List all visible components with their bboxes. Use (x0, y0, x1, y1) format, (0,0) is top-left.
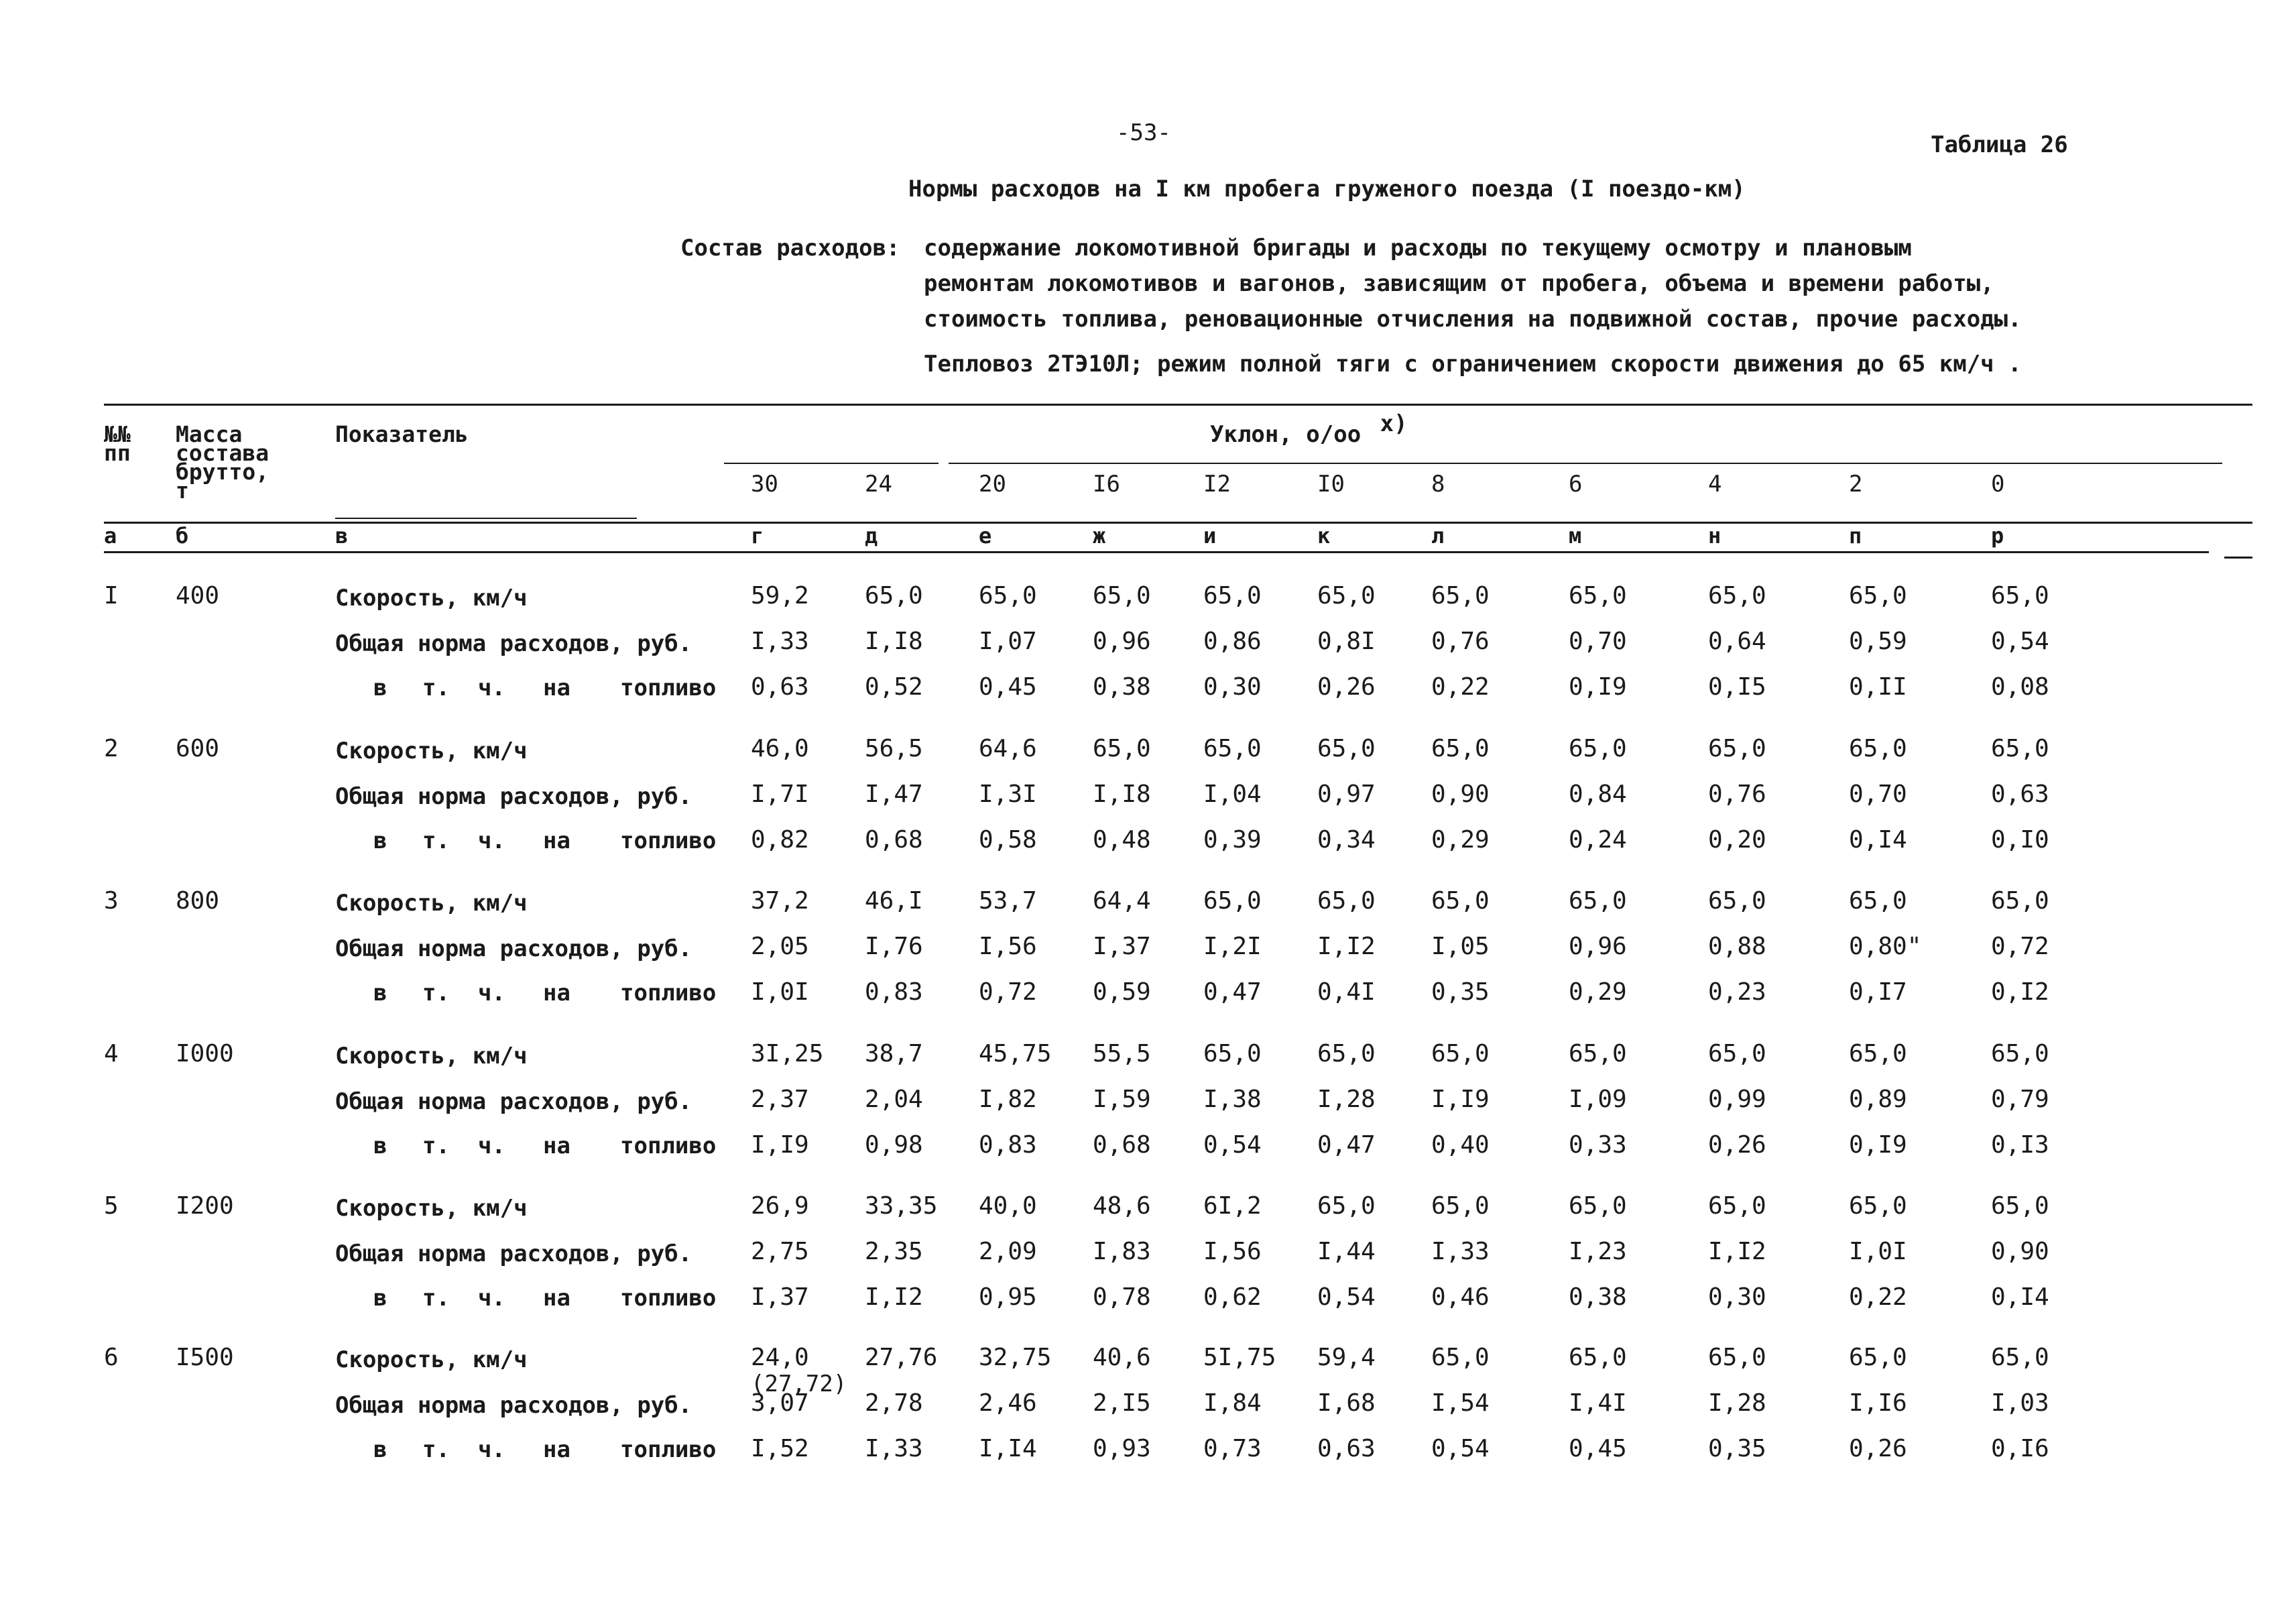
speed-value: 65,0 (1708, 735, 1766, 762)
total-value: I,33 (751, 628, 809, 655)
total-value: 0,96 (1569, 933, 1627, 960)
speed-value: 64,6 (979, 735, 1037, 762)
indicator-fuel-label: в (373, 980, 387, 1006)
speed-value: 46,I (865, 887, 923, 915)
page-number: -53- (1116, 119, 1171, 146)
speed-value: 65,0 (1569, 887, 1627, 915)
indicator-total-label: Общая норма расходов, руб. (335, 935, 692, 962)
indicator-total-label: Общая норма расходов, руб. (335, 1088, 692, 1115)
total-value: I,3I (979, 780, 1037, 808)
total-value: I,I2 (1708, 1238, 1766, 1265)
speed-value: 65,0 (1849, 1192, 1907, 1220)
speed-value: 65,0 (1991, 735, 2049, 762)
fuel-value: 0,I6 (1991, 1435, 2049, 1462)
total-value: I,04 (1203, 780, 1262, 808)
indicator-fuel-label: топливо (620, 675, 717, 701)
fuel-value: 0,35 (1431, 978, 1490, 1006)
fuel-value: 0,29 (1431, 826, 1490, 854)
speed-value: 65,0 (1431, 1344, 1490, 1371)
speed-value: 65,0 (1991, 1192, 2049, 1220)
indicator-fuel-label: ч. (478, 1285, 505, 1312)
speed-value: 26,9 (751, 1192, 809, 1220)
indicator-fuel-label: на (543, 1285, 570, 1312)
total-value: 0,76 (1431, 628, 1490, 655)
table-label: Таблица 26 (1931, 131, 2068, 158)
num-column-header: №№ пп (104, 421, 131, 466)
indicator-column-header: Показатель (335, 421, 469, 447)
indicator-fuel-label: на (543, 1436, 570, 1463)
total-value: 0,97 (1317, 780, 1376, 808)
total-value: 2,09 (979, 1238, 1037, 1265)
fuel-value: 0,30 (1203, 673, 1262, 701)
row-number: 5 (104, 1192, 119, 1220)
train-mass: 600 (176, 735, 220, 762)
fuel-value: 0,78 (1093, 1283, 1151, 1311)
speed-value: 65,0 (1991, 887, 2049, 915)
speed-value: 65,0 (1317, 1192, 1376, 1220)
indicator-fuel-label: ч. (478, 827, 505, 854)
column-letter: д (865, 523, 878, 548)
fuel-value: 0,98 (865, 1131, 923, 1159)
speed-value: 65,0 (1203, 887, 1262, 915)
total-value: I,82 (979, 1086, 1037, 1113)
total-value: I,56 (979, 933, 1037, 960)
column-letter: и (1203, 523, 1217, 548)
fuel-value: 0,58 (979, 826, 1037, 854)
slope-column-header: 20 (979, 471, 1006, 498)
column-letter: в (335, 523, 349, 548)
speed-value: 65,0 (1093, 582, 1151, 610)
fuel-value: 0,20 (1708, 826, 1766, 854)
fuel-value: 0,I4 (1849, 826, 1907, 854)
indicator-fuel-label: в (373, 1133, 387, 1159)
fuel-value: I,I4 (979, 1435, 1037, 1462)
fuel-value: 0,23 (1708, 978, 1766, 1006)
fuel-value: 0,26 (1849, 1435, 1907, 1462)
total-value: 0,79 (1991, 1086, 2049, 1113)
total-value: 0,80" (1849, 933, 1922, 960)
fuel-value: I,I2 (865, 1283, 923, 1311)
speed-value: 65,0 (1317, 582, 1376, 610)
indicator-fuel-label: ч. (478, 1436, 505, 1463)
indicator-fuel-label: т. (422, 1133, 450, 1159)
row-number: 4 (104, 1040, 119, 1067)
column-letter: е (979, 523, 992, 548)
total-value: 0,63 (1991, 780, 2049, 808)
indicator-fuel-label: на (543, 980, 570, 1006)
slope-column-header: 4 (1708, 471, 1722, 498)
indicator-fuel-label: ч. (478, 1133, 505, 1159)
indicator-fuel-label: топливо (620, 1285, 717, 1312)
fuel-value: 0,I0 (1991, 826, 2049, 854)
fuel-value: 0,22 (1849, 1283, 1907, 1311)
speed-value: 40,6 (1093, 1344, 1151, 1371)
indicator-speed-label: Скорость, км/ч (335, 585, 528, 612)
speed-value: 65,0 (1569, 1192, 1627, 1220)
slope-rule (724, 463, 939, 464)
speed-value: 65,0 (979, 582, 1037, 610)
speed-value: 65,0 (1708, 1040, 1766, 1067)
total-value: 0,88 (1708, 933, 1766, 960)
total-value: 0,90 (1431, 780, 1490, 808)
speed-value: 59,2 (751, 582, 809, 610)
total-value: 0,54 (1991, 628, 2049, 655)
total-value: 0,89 (1849, 1086, 1907, 1113)
speed-value: 65,0 (1203, 735, 1262, 762)
total-value: I,38 (1203, 1086, 1262, 1113)
fuel-value: 0,54 (1317, 1283, 1376, 1311)
fuel-value: 0,54 (1203, 1131, 1262, 1159)
speed-value: 27,76 (865, 1344, 938, 1371)
slope-column-header: I6 (1093, 471, 1120, 498)
fuel-value: 0,46 (1431, 1283, 1490, 1311)
slope-rule (949, 463, 2222, 464)
total-value: I,47 (865, 780, 923, 808)
speed-value: 6I,2 (1203, 1192, 1262, 1220)
total-value: I,37 (1093, 933, 1151, 960)
fuel-value: 0,93 (1093, 1435, 1151, 1462)
fuel-value: 0,22 (1431, 673, 1490, 701)
speed-value: 65,0 (1849, 1040, 1907, 1067)
indicator-fuel-label: т. (422, 827, 450, 854)
fuel-value: 0,47 (1203, 978, 1262, 1006)
indicator-fuel-label: в (373, 827, 387, 854)
indicator-fuel-label: т. (422, 1285, 450, 1312)
fuel-value: 0,39 (1203, 826, 1262, 854)
letters-rule (104, 551, 2209, 553)
indicator-fuel-label: т. (422, 675, 450, 701)
speed-note: (27,72) (751, 1371, 847, 1397)
slope-column-header: 0 (1991, 471, 2005, 498)
fuel-value: 0,4I (1317, 978, 1376, 1006)
fuel-value: 0,68 (1093, 1131, 1151, 1159)
fuel-value: 0,54 (1431, 1435, 1490, 1462)
speed-value: 55,5 (1093, 1040, 1151, 1067)
indicator-speed-label: Скорость, км/ч (335, 1043, 528, 1069)
fuel-value: 0,08 (1991, 673, 2049, 701)
slope-footnote-mark: х) (1380, 410, 1408, 437)
speed-value: 65,0 (1569, 1344, 1627, 1371)
indicator-fuel-label: на (543, 827, 570, 854)
fuel-value: 0,83 (979, 1131, 1037, 1159)
speed-value: 3I,25 (751, 1040, 824, 1067)
fuel-value: 0,72 (979, 978, 1037, 1006)
total-value: I,I9 (1431, 1086, 1490, 1113)
total-value: 2,78 (865, 1389, 923, 1417)
speed-value: 65,0 (1708, 582, 1766, 610)
row-number: 3 (104, 887, 119, 915)
costs-label: Состав расходов: (680, 235, 900, 262)
fuel-value: 0,47 (1317, 1131, 1376, 1159)
costs-line: стоимость топлива, реновационные отчисления на подвижной состав, прочие расходы. (924, 306, 2022, 333)
speed-value: 65,0 (1093, 735, 1151, 762)
speed-value: 65,0 (1317, 1040, 1376, 1067)
speed-value: 65,0 (1569, 1040, 1627, 1067)
fuel-value: 0,40 (1431, 1131, 1490, 1159)
speed-value: 65,0 (1991, 1344, 2049, 1371)
total-value: I,23 (1569, 1238, 1627, 1265)
total-value: 0,59 (1849, 628, 1907, 655)
total-value: 2,35 (865, 1238, 923, 1265)
indicator-fuel-label: на (543, 675, 570, 701)
fuel-value: I,0I (751, 978, 809, 1006)
mass-column-header: Масса состава брутто, т (176, 421, 269, 504)
fuel-value: 0,I3 (1991, 1131, 2049, 1159)
total-value: I,4I (1569, 1389, 1627, 1417)
fuel-value: 0,I7 (1849, 978, 1907, 1006)
speed-value: 46,0 (751, 735, 809, 762)
total-value: I,I6 (1849, 1389, 1907, 1417)
total-value: I,68 (1317, 1389, 1376, 1417)
total-value: 2,04 (865, 1086, 923, 1113)
total-value: I,33 (1431, 1238, 1490, 1265)
train-mass: 800 (176, 887, 220, 915)
fuel-value: 0,35 (1708, 1435, 1766, 1462)
fuel-value: 0,24 (1569, 826, 1627, 854)
total-value: I,56 (1203, 1238, 1262, 1265)
fuel-value: 0,59 (1093, 978, 1151, 1006)
total-value: 0,76 (1708, 780, 1766, 808)
column-letter: г (751, 523, 764, 548)
fuel-value: 0,38 (1569, 1283, 1627, 1311)
train-mass: I200 (176, 1192, 234, 1220)
speed-value: 65,0 (1849, 887, 1907, 915)
row-number: 6 (104, 1344, 119, 1371)
column-letter: р (1991, 523, 2004, 548)
slope-column-header: I2 (1203, 471, 1231, 498)
slope-column-header: 30 (751, 471, 778, 498)
total-value: I,76 (865, 933, 923, 960)
speed-value: 65,0 (1708, 887, 1766, 915)
speed-value: 40,0 (979, 1192, 1037, 1220)
row-number: 2 (104, 735, 119, 762)
total-value: 0,8I (1317, 628, 1376, 655)
speed-value: 65,0 (1708, 1192, 1766, 1220)
speed-value: 65,0 (1849, 582, 1907, 610)
indicator-speed-label: Скорость, км/ч (335, 1346, 528, 1373)
total-value: I,44 (1317, 1238, 1376, 1265)
speed-value: 53,7 (979, 887, 1037, 915)
indicator-fuel-label: топливо (620, 980, 717, 1006)
indicator-fuel-label: топливо (620, 1133, 717, 1159)
fuel-value: 0,33 (1569, 1131, 1627, 1159)
indicator-fuel-label: на (543, 1133, 570, 1159)
train-mass: I500 (176, 1344, 234, 1371)
total-value: I,I2 (1317, 933, 1376, 960)
indicator-fuel-label: топливо (620, 827, 717, 854)
total-value: 2,46 (979, 1389, 1037, 1417)
indicator-fuel-label: ч. (478, 980, 505, 1006)
total-value: I,03 (1991, 1389, 2049, 1417)
locomotive-mode-line: Тепловоз 2ТЭ10Л; режим полной тяги с ограничением скорости движения до 65 км/ч . (924, 351, 2022, 378)
fuel-value: 0,30 (1708, 1283, 1766, 1311)
speed-value: 65,0 (1431, 582, 1490, 610)
indicator-speed-label: Скорость, км/ч (335, 1195, 528, 1222)
fuel-value: 0,82 (751, 826, 809, 854)
indicator-total-label: Общая норма расходов, руб. (335, 1240, 692, 1267)
total-value: 2,37 (751, 1086, 809, 1113)
column-letter: п (1849, 523, 1862, 548)
speed-value: 65,0 (1203, 582, 1262, 610)
fuel-value: 0,38 (1093, 673, 1151, 701)
costs-line: содержание локомотивной бригады и расходы по текущему осмотру и плановым (924, 235, 1912, 262)
total-value: I,09 (1569, 1086, 1627, 1113)
column-letter: к (1317, 523, 1331, 548)
total-value: 0,72 (1991, 933, 2049, 960)
total-value: I,0I (1849, 1238, 1907, 1265)
fuel-value: 0,62 (1203, 1283, 1262, 1311)
fuel-value: 0,45 (1569, 1435, 1627, 1462)
indicator-fuel-label: ч. (478, 675, 505, 701)
fuel-value: I,37 (751, 1283, 809, 1311)
indicator-speed-label: Скорость, км/ч (335, 890, 528, 917)
fuel-value: 0,95 (979, 1283, 1037, 1311)
speed-value: 65,0 (1431, 1040, 1490, 1067)
indicator-fuel-label: топливо (620, 1436, 717, 1463)
indicator-total-label: Общая норма расходов, руб. (335, 783, 692, 810)
indicator-rule (335, 518, 637, 519)
total-value: 0,90 (1991, 1238, 2049, 1265)
speed-value: 5I,75 (1203, 1344, 1276, 1371)
total-value: I,I8 (1093, 780, 1151, 808)
speed-value: 33,35 (865, 1192, 938, 1220)
speed-value: 65,0 (1991, 1040, 2049, 1067)
slope-column-header: 24 (865, 471, 892, 498)
train-mass: I000 (176, 1040, 234, 1067)
costs-line: ремонтам локомотивов и вагонов, зависящим от пробега, объема и времени работы, (924, 270, 1994, 297)
speed-value: 65,0 (1849, 735, 1907, 762)
document-title: Нормы расходов на I км пробега груженого поезда (I поездо-км) (908, 176, 1746, 202)
column-letter: л (1431, 523, 1445, 548)
speed-value: 38,7 (865, 1040, 923, 1067)
fuel-value: 0,63 (1317, 1435, 1376, 1462)
fuel-value: 0,68 (865, 826, 923, 854)
speed-value: 65,0 (1431, 887, 1490, 915)
fuel-value: 0,63 (751, 673, 809, 701)
speed-value: 37,2 (751, 887, 809, 915)
total-value: 2,75 (751, 1238, 809, 1265)
indicator-total-label: Общая норма расходов, руб. (335, 1392, 692, 1419)
speed-value: 65,0 (1569, 735, 1627, 762)
speed-value: 32,75 (979, 1344, 1052, 1371)
speed-value: 65,0 (1849, 1344, 1907, 1371)
table-top-rule (104, 404, 2252, 406)
slope-column-header: I0 (1317, 471, 1345, 498)
total-value: I,7I (751, 780, 809, 808)
indicator-speed-label: Скорость, км/ч (335, 738, 528, 764)
fuel-value: 0,I2 (1991, 978, 2049, 1006)
fuel-value: 0,52 (865, 673, 923, 701)
fuel-value: 0,48 (1093, 826, 1151, 854)
total-value: I,84 (1203, 1389, 1262, 1417)
fuel-value: 0,I4 (1991, 1283, 2049, 1311)
indicator-fuel-label: в (373, 1285, 387, 1312)
header-bottom-rule (104, 522, 2252, 524)
column-letter: ж (1093, 523, 1106, 548)
total-value: 2,I5 (1093, 1389, 1151, 1417)
column-letter: н (1708, 523, 1721, 548)
letters-rule-tail (2224, 557, 2252, 559)
fuel-value: 0,26 (1317, 673, 1376, 701)
indicator-total-label: Общая норма расходов, руб. (335, 630, 692, 657)
total-value: I,83 (1093, 1238, 1151, 1265)
total-value: 0,70 (1569, 628, 1627, 655)
fuel-value: I,33 (865, 1435, 923, 1462)
fuel-value: 0,45 (979, 673, 1037, 701)
speed-value: 45,75 (979, 1040, 1052, 1067)
total-value: 3,07 (751, 1389, 809, 1417)
fuel-value: I,I9 (751, 1131, 809, 1159)
speed-value: 65,0 (1203, 1040, 1262, 1067)
total-value: 0,70 (1849, 780, 1907, 808)
total-value: 0,96 (1093, 628, 1151, 655)
fuel-value: 0,73 (1203, 1435, 1262, 1462)
total-value: I,05 (1431, 933, 1490, 960)
speed-value: 65,0 (1317, 735, 1376, 762)
column-letter: б (176, 523, 189, 548)
total-value: I,59 (1093, 1086, 1151, 1113)
train-mass: 400 (176, 582, 220, 610)
fuel-value: I,52 (751, 1435, 809, 1462)
total-value: I,I8 (865, 628, 923, 655)
fuel-value: 0,II (1849, 673, 1907, 701)
speed-value: 64,4 (1093, 887, 1151, 915)
total-value: I,28 (1317, 1086, 1376, 1113)
total-value: 0,84 (1569, 780, 1627, 808)
speed-value: 65,0 (865, 582, 923, 610)
speed-value: 65,0 (1708, 1344, 1766, 1371)
speed-value: 48,6 (1093, 1192, 1151, 1220)
fuel-value: 0,29 (1569, 978, 1627, 1006)
fuel-value: 0,26 (1708, 1131, 1766, 1159)
indicator-fuel-label: т. (422, 1436, 450, 1463)
total-value: I,28 (1708, 1389, 1766, 1417)
indicator-fuel-label: в (373, 1436, 387, 1463)
total-value: I,54 (1431, 1389, 1490, 1417)
row-number: I (104, 582, 119, 610)
fuel-value: 0,I9 (1849, 1131, 1907, 1159)
slope-column-header: 2 (1849, 471, 1863, 498)
speed-value: 65,0 (1991, 582, 2049, 610)
slope-column-header: 8 (1431, 471, 1445, 498)
total-value: 2,05 (751, 933, 809, 960)
speed-value: 65,0 (1431, 1192, 1490, 1220)
indicator-fuel-label: в (373, 675, 387, 701)
total-value: 0,64 (1708, 628, 1766, 655)
total-value: 0,86 (1203, 628, 1262, 655)
indicator-fuel-label: т. (422, 980, 450, 1006)
fuel-value: 0,83 (865, 978, 923, 1006)
speed-value: 65,0 (1431, 735, 1490, 762)
slope-header: Уклон, о/оо х) (1210, 410, 1408, 448)
total-value: I,2I (1203, 933, 1262, 960)
speed-value: 65,0 (1569, 582, 1627, 610)
column-letter: м (1569, 523, 1582, 548)
slope-column-header: 6 (1569, 471, 1583, 498)
fuel-value: 0,I5 (1708, 673, 1766, 701)
fuel-value: 0,34 (1317, 826, 1376, 854)
column-letter: а (104, 523, 117, 548)
speed-value: 65,0 (1317, 887, 1376, 915)
fuel-value: 0,I9 (1569, 673, 1627, 701)
total-value: I,07 (979, 628, 1037, 655)
speed-value: 59,4 (1317, 1344, 1376, 1371)
total-value: 0,99 (1708, 1086, 1766, 1113)
speed-value: 24,0 (751, 1344, 809, 1371)
speed-value: 56,5 (865, 735, 923, 762)
